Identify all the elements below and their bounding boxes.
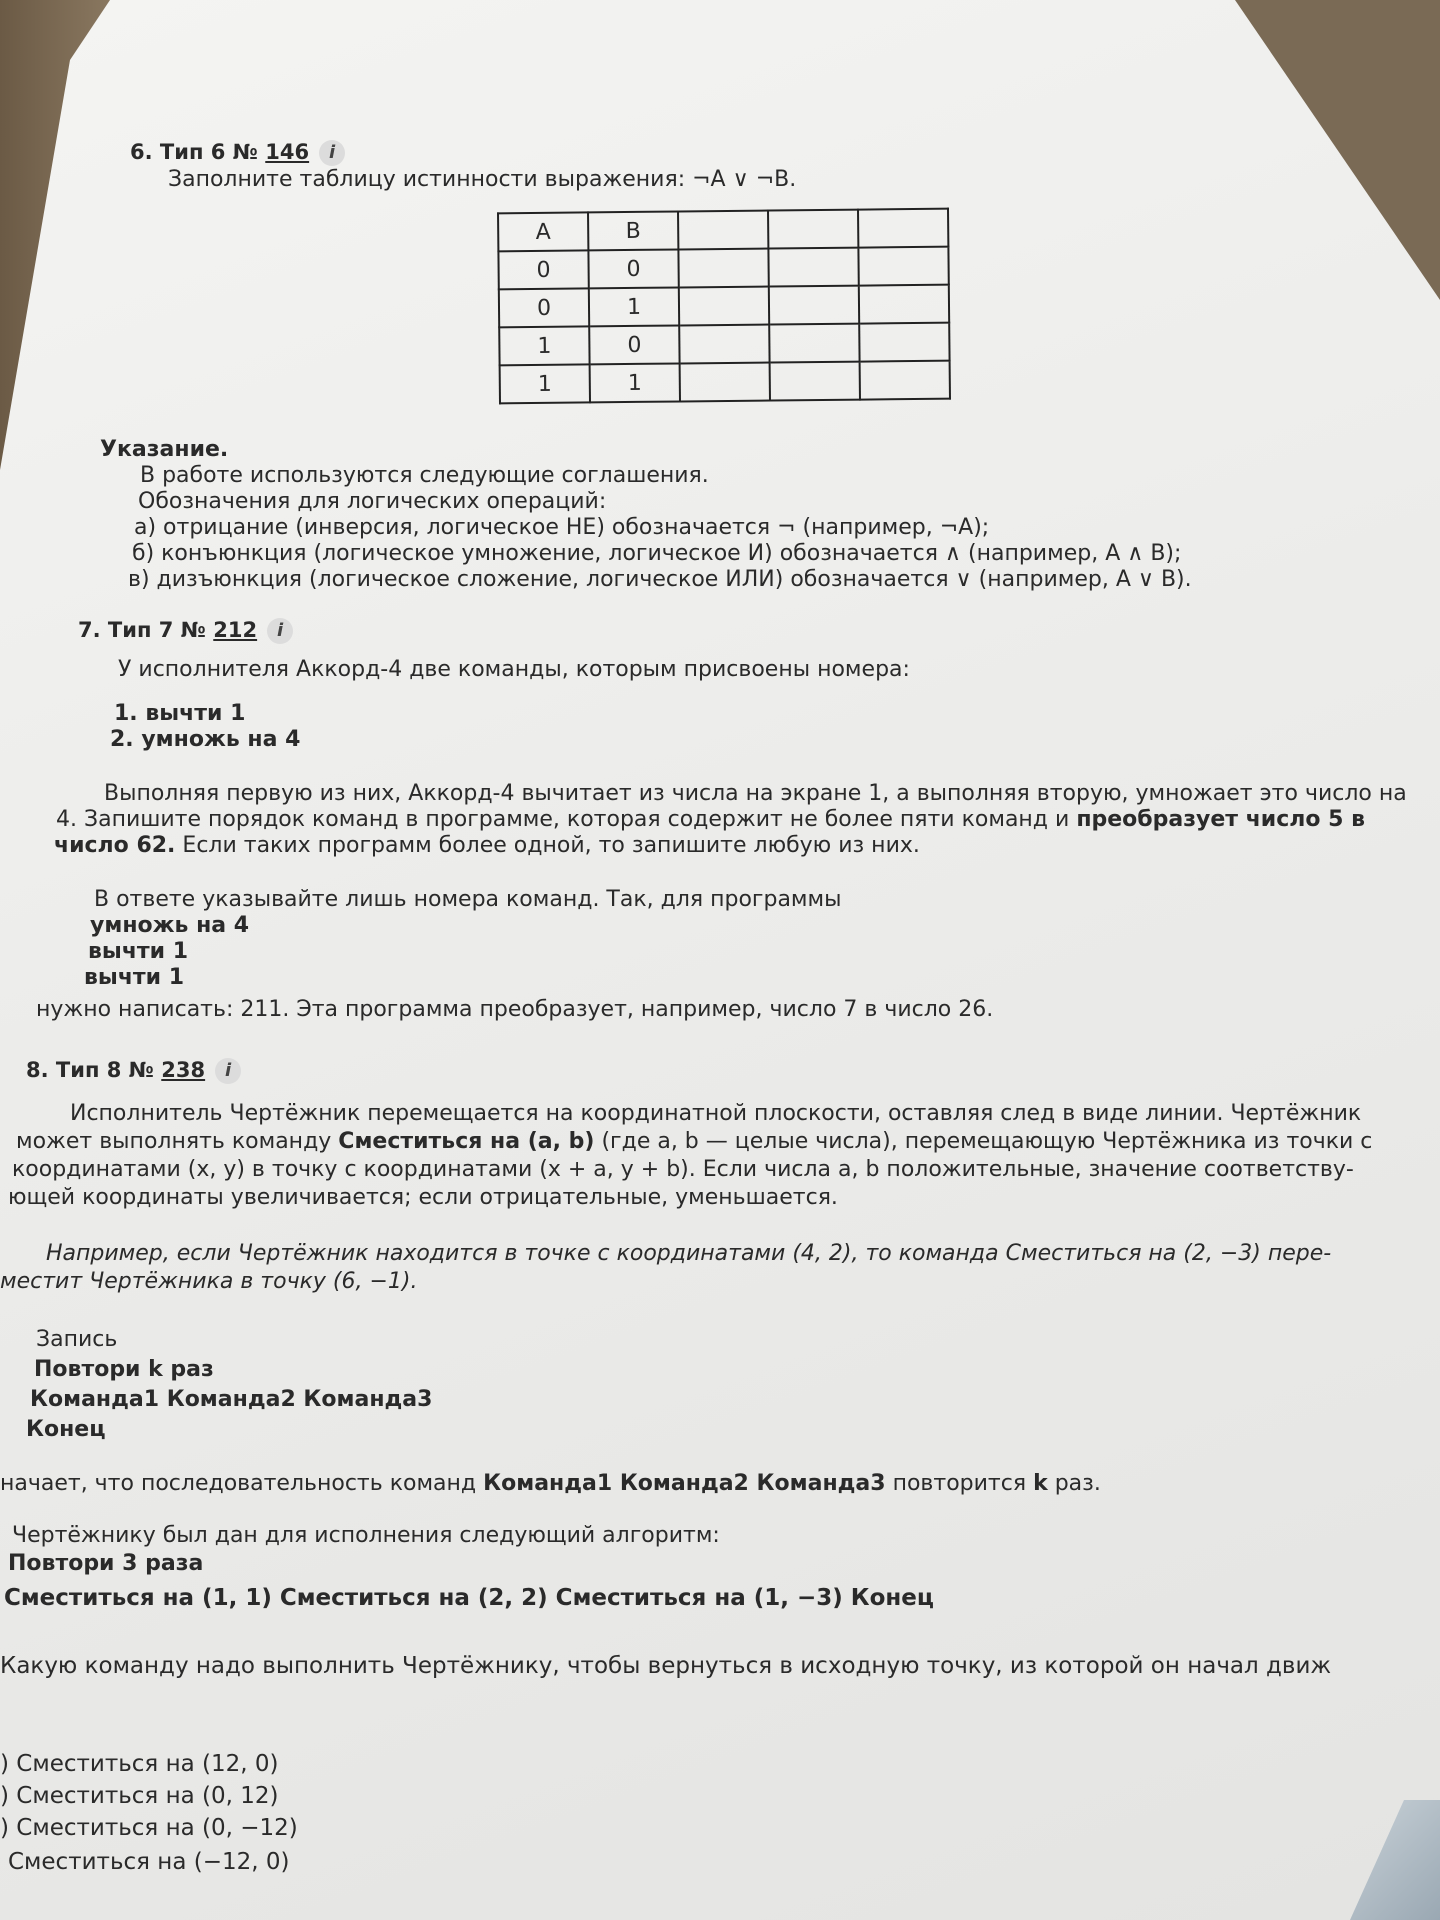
- task8-head-prefix: 8. Тип 8 №: [26, 1058, 162, 1082]
- info-icon[interactable]: i: [319, 140, 345, 166]
- task7-emphasis: преобразует число 5 в: [1076, 807, 1366, 832]
- task8-number-link[interactable]: 238: [161, 1058, 206, 1082]
- table-cell: 1: [590, 363, 680, 402]
- answer-option[interactable]: Сместиться на (−12, 0): [8, 1849, 290, 1875]
- task8-record-line: Конец: [26, 1417, 106, 1442]
- task8-header: [26, 1058, 241, 1084]
- task6-prompt: Заполните таблицу истинности выражения: ¬A ∨ ¬B.: [168, 167, 797, 192]
- task8-algorithm-line: Повтори 3 раза: [8, 1551, 204, 1576]
- table-cell: 1: [500, 364, 590, 403]
- table-cell: B: [588, 211, 678, 250]
- table-cell: [678, 211, 768, 250]
- task8-paragraph-line: координатами (x, y) в точку с координатами (x + a, y + b). Если числа a, b положительные, значение соответству-: [12, 1157, 1354, 1182]
- task7-header: [78, 618, 293, 644]
- task7-paragraph-text: Если таких программ более одной, то запишите любую из них.: [175, 833, 920, 858]
- task7-answer-note: нужно написать: 211. Эта программа преобразует, например, число 7 в число 26.: [36, 997, 994, 1022]
- table-cell: [859, 323, 949, 362]
- task8-example-line: Например, если Чертёжник находится в точке с координатами (4, 2), то команда Сместиться на (2, −3) пере-: [46, 1241, 1332, 1266]
- table-cell: [679, 287, 769, 326]
- task7-number-link[interactable]: 212: [213, 618, 258, 642]
- table-cell: 0: [499, 288, 589, 327]
- answer-option[interactable]: ) Сместиться на (0, −12): [0, 1815, 298, 1841]
- task7-emphasis: число 62.: [54, 833, 176, 858]
- task6-header: [130, 140, 345, 166]
- table-row: [499, 323, 949, 366]
- answer-option[interactable]: ) Сместиться на (12, 0): [0, 1751, 279, 1777]
- task8-record-line: Команда1 Команда2 Команда3: [30, 1387, 433, 1412]
- table-row: [500, 361, 950, 404]
- task8-record-title: Запись: [36, 1327, 118, 1352]
- answer-option[interactable]: ) Сместиться на (0, 12): [0, 1783, 279, 1809]
- table-cell: [679, 325, 769, 364]
- table-cell: A: [498, 212, 588, 251]
- task6-head-prefix: 6. Тип 6 №: [130, 140, 266, 164]
- table-cell: [769, 324, 859, 363]
- table-cell: [859, 285, 949, 324]
- info-icon[interactable]: i: [267, 618, 293, 644]
- task8-record-note: [0, 1470, 1101, 1498]
- table-cell: [768, 248, 858, 287]
- task7-command-1: 1. вычти 1: [114, 701, 246, 726]
- table-header-row: [498, 209, 948, 252]
- task7-answer-intro: В ответе указывайте лишь номера команд. Так, для программы: [94, 887, 842, 912]
- task8-text: (где a, b — целые числа), перемещающую Чертёжника из точки с: [594, 1129, 1373, 1154]
- hint-line: б) конъюнкция (логическое умножение, логическое И) обозначается ∧ (например, A ∧ B);: [132, 541, 1182, 566]
- hint-line: В работе используются следующие соглашения.: [140, 463, 709, 488]
- task7-example-line: вычти 1: [84, 965, 185, 990]
- task7-paragraph-line: [56, 806, 1365, 834]
- hint-title: Указание.: [100, 437, 229, 462]
- table-cell: [770, 362, 860, 401]
- task8-paragraph-line: ющей координаты увеличивается; если отрицательные, уменьшается.: [8, 1185, 838, 1210]
- task8-text: повторится: [885, 1471, 1034, 1496]
- task7-paragraph-line: [54, 832, 920, 860]
- task7-intro: У исполнителя Аккорд-4 две команды, которым присвоены номера:: [118, 657, 910, 682]
- task7-paragraph-text: 4. Запишите порядок команд в программе, которая содержит не более пяти команд и: [56, 807, 1077, 832]
- task6-number-link[interactable]: 146: [265, 140, 310, 164]
- table-cell: 0: [589, 325, 679, 364]
- task7-head-prefix: 7. Тип 7 №: [78, 618, 214, 642]
- hint-line: а) отрицание (инверсия, логическое НЕ) обозначается ¬ (например, ¬A);: [134, 515, 990, 540]
- task8-question: Какую команду надо выполнить Чертёжнику, чтобы вернуться в исходную точку, из которой он начал движ: [0, 1653, 1332, 1679]
- table-cell: [680, 363, 770, 402]
- table-cell: [858, 247, 948, 286]
- task7-paragraph-line: Выполняя первую из них, Аккорд-4 вычитает из числа на экране 1, а выполняя вторую, умножает это число на: [104, 781, 1407, 806]
- table-cell: [678, 249, 768, 288]
- task7-command-2: 2. умножь на 4: [110, 727, 301, 752]
- task8-command-bold: Команда1 Команда2 Команда3: [483, 1471, 886, 1496]
- table-row: [498, 247, 948, 290]
- task8-text: раз.: [1047, 1471, 1101, 1496]
- task8-example-line: местит Чертёжника в точку (6, −1).: [0, 1269, 418, 1294]
- table-cell: [858, 209, 948, 248]
- task7-example-line: умножь на 4: [90, 913, 250, 938]
- task8-text: начает, что последовательность команд: [0, 1471, 484, 1496]
- task7-example-line: вычти 1: [88, 939, 189, 964]
- table-cell: 1: [589, 287, 679, 326]
- table-cell: [860, 361, 950, 400]
- task8-paragraph-line: Исполнитель Чертёжник перемещается на координатной плоскости, оставляя след в виде линии. Чертёжник: [70, 1101, 1362, 1126]
- truth-table: [497, 208, 951, 405]
- task8-record-line: Повтори k раз: [34, 1357, 214, 1382]
- hint-line: Обозначения для логических операций:: [138, 489, 607, 514]
- table-cell: [769, 286, 859, 325]
- table-cell: 1: [499, 326, 589, 365]
- table-row: [499, 285, 949, 328]
- table-cell: 0: [498, 250, 588, 289]
- task8-algorithm-line: Сместиться на (1, 1) Сместиться на (2, 2) Сместиться на (1, −3) Конец: [4, 1585, 934, 1611]
- task8-algorithm-intro: Чертёжнику был дан для исполнения следующий алгоритм:: [12, 1523, 720, 1548]
- task8-command-bold: k: [1033, 1471, 1048, 1496]
- table-cell: 0: [588, 249, 678, 288]
- table-cell: [768, 210, 858, 249]
- info-icon[interactable]: i: [215, 1058, 241, 1084]
- task8-paragraph-line: [16, 1128, 1372, 1156]
- task8-command-bold: Сместиться на (a, b): [338, 1129, 595, 1154]
- task8-text: может выполнять команду: [16, 1129, 339, 1154]
- hint-line: в) дизъюнкция (логическое сложение, логическое ИЛИ) обозначается ∨ (например, A ∨ B).: [128, 567, 1192, 592]
